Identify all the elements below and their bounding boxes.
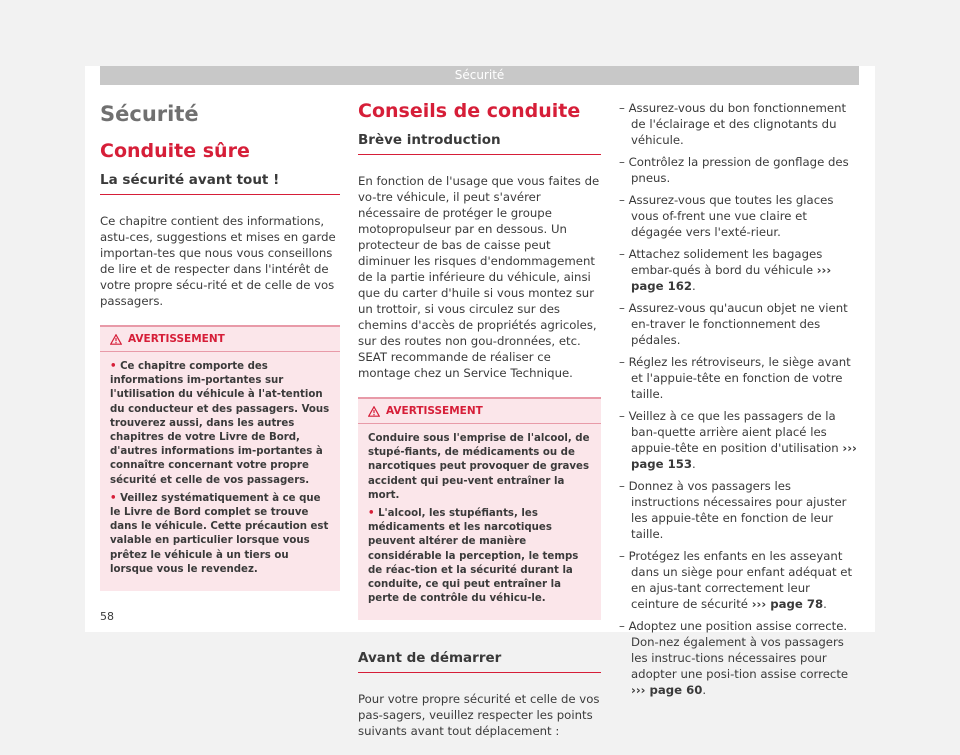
intro-paragraph: En fonction de l'usage que vous faites de vo-tre véhicule, il peut s'avérer nécessaire de protéger le groupe motopropulseur par en dessous. Un protecteur de bas de caisse peut diminuer les risques d'endommagement de la partie inférieure du véhicule, ainsi que du carter d'huile si vous montez sur un trottoir, si vous circulez sur des chemins d'accès de propriétés agricoles, sur des routes non gou-dronnées, etc. SEAT recommande de réaliser ce montage chez un Service Technique. [358,174,600,380]
list-item: – Contrôlez la pression de gonflage des pneus. [619,155,849,185]
column-middle [358,100,601,755]
list-item: – Protégez les enfants en les asseyant dans un siège pour enfant adéquat et en ajus-tant correctement leur ceinture de sécurité ››› page 78. [619,549,853,611]
list-item: – Réglez les rétroviseurs, le siège avant et l'appuie-tête en fonction de votre taille. [619,355,851,401]
chapter-title: Conseils de conduite [358,100,581,122]
section-title: Sécurité [100,102,199,126]
warning-text: Conduire sous l'emprise de l'alcool, de stupé-fiants, de médicaments ou de narcotiques peut provoquer de graves accident qui peu-vent entraîner la mort. [368,433,590,501]
warning-label: AVERTISSEMENT [128,333,225,345]
list-item: – Assurez-vous qu'aucun objet ne vient en-traver le fonctionnement des pédales. [619,301,848,347]
page-ref-link[interactable]: ››› page 60 [631,683,703,697]
outro-paragraph: Pour votre propre sécurité et celle de vos pas-sagers, veuillez respecter les points suivants avant tout déplacement : [358,692,600,739]
intro-paragraph: Ce chapitre contient des informations, astu-ces, suggestions et mises en garde importan-tes que nous vous conseillons de lire et de respecter dans l'intérêt de votre propre sécu-rité et de celle de vos passagers. [100,214,336,308]
page-number: 58 [100,610,114,623]
warning-item: • Ce chapitre comporte des informations im-portantes sur l'utilisation du véhicule à l'at-tention du conducteur et des passagers. Vous trouverez aussi, dans les autres chapitres de votre Livre de Bord, d'autres informations im-portantes à connaître concernant votre propre sécurité et celle de vos passagers. [110,361,330,486]
warning-triangle-icon [368,406,380,417]
checklist [619,100,859,698]
warning-header [100,327,340,352]
list-item: – Veillez à ce que les passagers de la ban-quette arrière aient placé les appuie-tête en position d'utilisation ››› page 153. [619,409,857,471]
chapter-title: Conduite sûre [100,140,250,162]
running-header: Sécurité [100,66,859,85]
subsection-title: La sécurité avant tout ! [100,172,340,195]
warning-header [358,399,601,424]
column-left [100,100,340,591]
warning-box [100,325,340,591]
page-ref-link[interactable]: ››› page 153 [631,441,857,471]
list-item: – Attachez solidement les bagages embar-qués à bord du véhicule ››› page 162. [619,247,832,293]
column-right [619,100,859,704]
list-item: – Assurez-vous que toutes les glaces vous of-frent une vue claire et dégagée vers l'exté-rieur. [619,193,834,239]
list-item: – Adoptez une position assise correcte. Don-nez également à vos passagers les instruc-tions nécessaires pour adopter une posi-tion assise correcte ››› page 60. [619,619,849,697]
bullet-icon: • [368,508,379,520]
warning-item: • L'alcool, les stupéfiants, les médicaments et les narcotiques peuvent altérer de manière considérable la perception, le temps de réac-tion et la sécurité durant la conduite, ce qui peut entraîner la perte de contrôle du véhicu-le. [368,508,579,605]
warning-body [358,424,601,620]
page-ref-link[interactable]: ››› page 78 [751,597,824,611]
subsection-title-2: Avant de démarrer [358,650,601,673]
subsection-title: Brève introduction [358,132,601,155]
warning-triangle-icon [110,334,122,345]
page-ref-link[interactable]: ››› page 162 [631,263,832,293]
warning-item: • Veillez systématiquement à ce que le Livre de Bord complet se trouve dans le véhicule. Cette précaution est valable en particulier lorsque vous prêtez le véhicule à un tiers ou lorsque vous le revendez. [110,492,329,575]
bullet-icon: • [110,361,121,372]
list-item: – Donnez à vos passagers les instructions nécessaires pour ajuster les appuie-tête en fonction de leur taille. [619,479,847,541]
warning-box [358,397,601,620]
list-item: – Assurez-vous du bon fonctionnement de l'éclairage et des clignotants du véhicule. [619,101,847,147]
bullet-icon: • [110,492,121,504]
warning-body [100,352,340,591]
warning-label: AVERTISSEMENT [386,405,483,417]
